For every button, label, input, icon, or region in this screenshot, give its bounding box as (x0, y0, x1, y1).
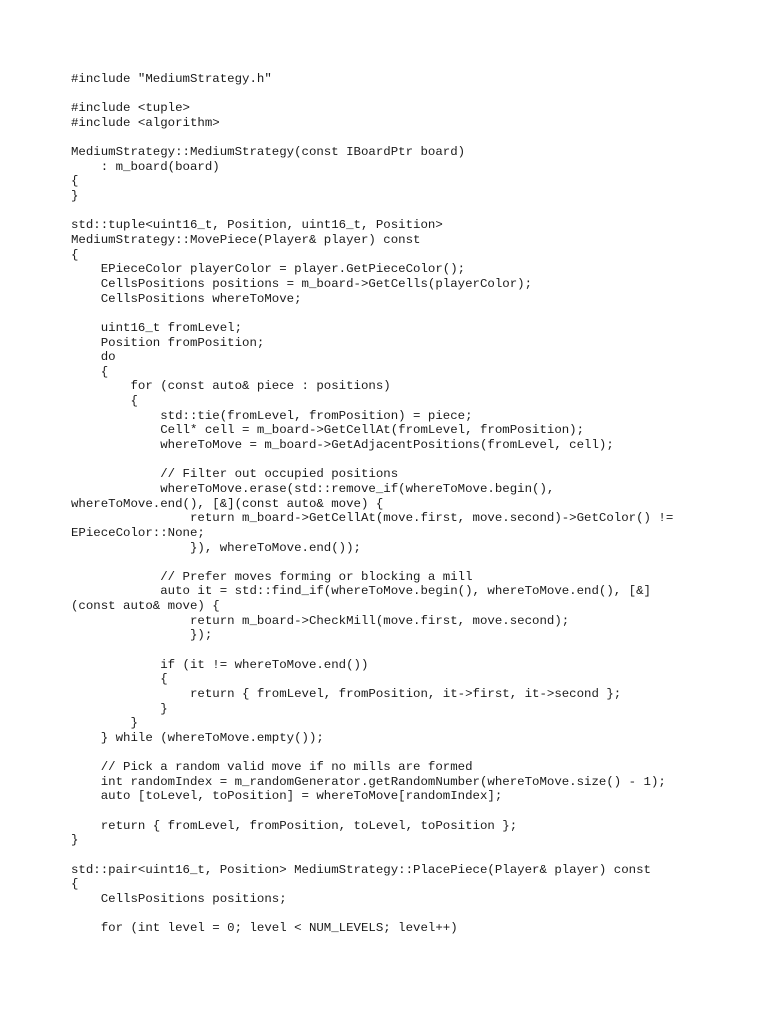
code-line (71, 87, 731, 102)
code-line: EPieceColor::None; (71, 525, 205, 540)
code-line (71, 131, 731, 146)
code-line (71, 306, 731, 321)
code-line: { (71, 247, 79, 262)
code-line: std::tuple<uint16_t, Position, uint16_t, Position> (71, 218, 443, 233)
code-line (71, 555, 731, 570)
code-line: { (71, 364, 109, 379)
code-line: CellsPositions positions = m_board->GetCells(playerColor); (71, 276, 533, 291)
code-line: #include <algorithm> (71, 115, 220, 130)
code-line: { (71, 877, 79, 892)
code-line: std::tie(fromLevel, fromPosition) = piece; (71, 408, 473, 423)
code-line: auto it = std::find_if(whereToMove.begin(), whereToMove.end(), [&] (71, 584, 651, 599)
code-line (71, 804, 731, 819)
code-line: (const auto& move) { (71, 599, 220, 614)
code-line: for (const auto& piece : positions) (71, 379, 391, 394)
code-line: }), whereToMove.end()); (71, 540, 361, 555)
code-line: { (71, 672, 168, 687)
code-line (71, 745, 731, 760)
code-line: }); (71, 628, 213, 643)
code-line: int randomIndex = m_randomGenerator.getRandomNumber(whereToMove.size() - 1); (71, 774, 666, 789)
code-line: #include "MediumStrategy.h" (71, 72, 272, 86)
code-line: // Pick a random valid move if no mills are formed (71, 760, 473, 775)
code-line: return m_board->GetCellAt(move.first, move.second)->GetColor() != (71, 511, 674, 526)
code-line (71, 848, 731, 863)
code-line (71, 643, 731, 658)
code-line: whereToMove.end(), [&](const auto& move) { (71, 496, 384, 511)
code-line: Position fromPosition; (71, 335, 265, 350)
code-line: return m_board->CheckMill(move.first, move.second); (71, 613, 570, 628)
code-line: MediumStrategy::MovePiece(Player& player) const (71, 233, 421, 248)
code-line (71, 453, 731, 468)
code-line: } while (whereToMove.empty()); (71, 730, 324, 745)
code-line: whereToMove = m_board->GetAdjacentPositions(fromLevel, cell); (71, 438, 614, 453)
code-line (71, 907, 731, 922)
code-line: whereToMove.erase(std::remove_if(whereToMove.begin(), (71, 481, 555, 496)
code-line: } (71, 189, 79, 204)
code-line: std::pair<uint16_t, Position> MediumStrategy::PlacePiece(Player& player) const (71, 862, 651, 877)
code-line: } (71, 701, 168, 716)
code-line: CellsPositions whereToMove; (71, 291, 302, 306)
code-line: EPieceColor playerColor = player.GetPieceColor(); (71, 262, 466, 277)
code-line: MediumStrategy::MediumStrategy(const IBoardPtr board) (71, 145, 466, 160)
code-line: return { fromLevel, fromPosition, it->first, it->second }; (71, 686, 622, 701)
code-line: // Filter out occupied positions (71, 467, 399, 482)
code-line: CellsPositions positions; (71, 891, 287, 906)
code-line: { (71, 174, 79, 189)
code-line: } (71, 833, 79, 848)
code-line: do (71, 350, 116, 365)
code-line: Cell* cell = m_board->GetCellAt(fromLevel, fromPosition); (71, 423, 585, 438)
code-line (71, 204, 731, 219)
code-line: uint16_t fromLevel; (71, 320, 243, 335)
code-line: } (71, 716, 138, 731)
code-line: : m_board(board) (71, 159, 220, 174)
code-line: for (int level = 0; level < NUM_LEVELS; level++) (71, 921, 458, 936)
code-line: return { fromLevel, fromPosition, toLevel, toPosition }; (71, 818, 518, 833)
code-line: { (71, 394, 138, 409)
code-line: if (it != whereToMove.end()) (71, 657, 369, 672)
code-line: #include <tuple> (71, 101, 190, 116)
code-line: // Prefer moves forming or blocking a mill (71, 569, 473, 584)
code-listing (71, 72, 731, 936)
code-line: auto [toLevel, toPosition] = whereToMove[randomIndex]; (71, 789, 503, 804)
